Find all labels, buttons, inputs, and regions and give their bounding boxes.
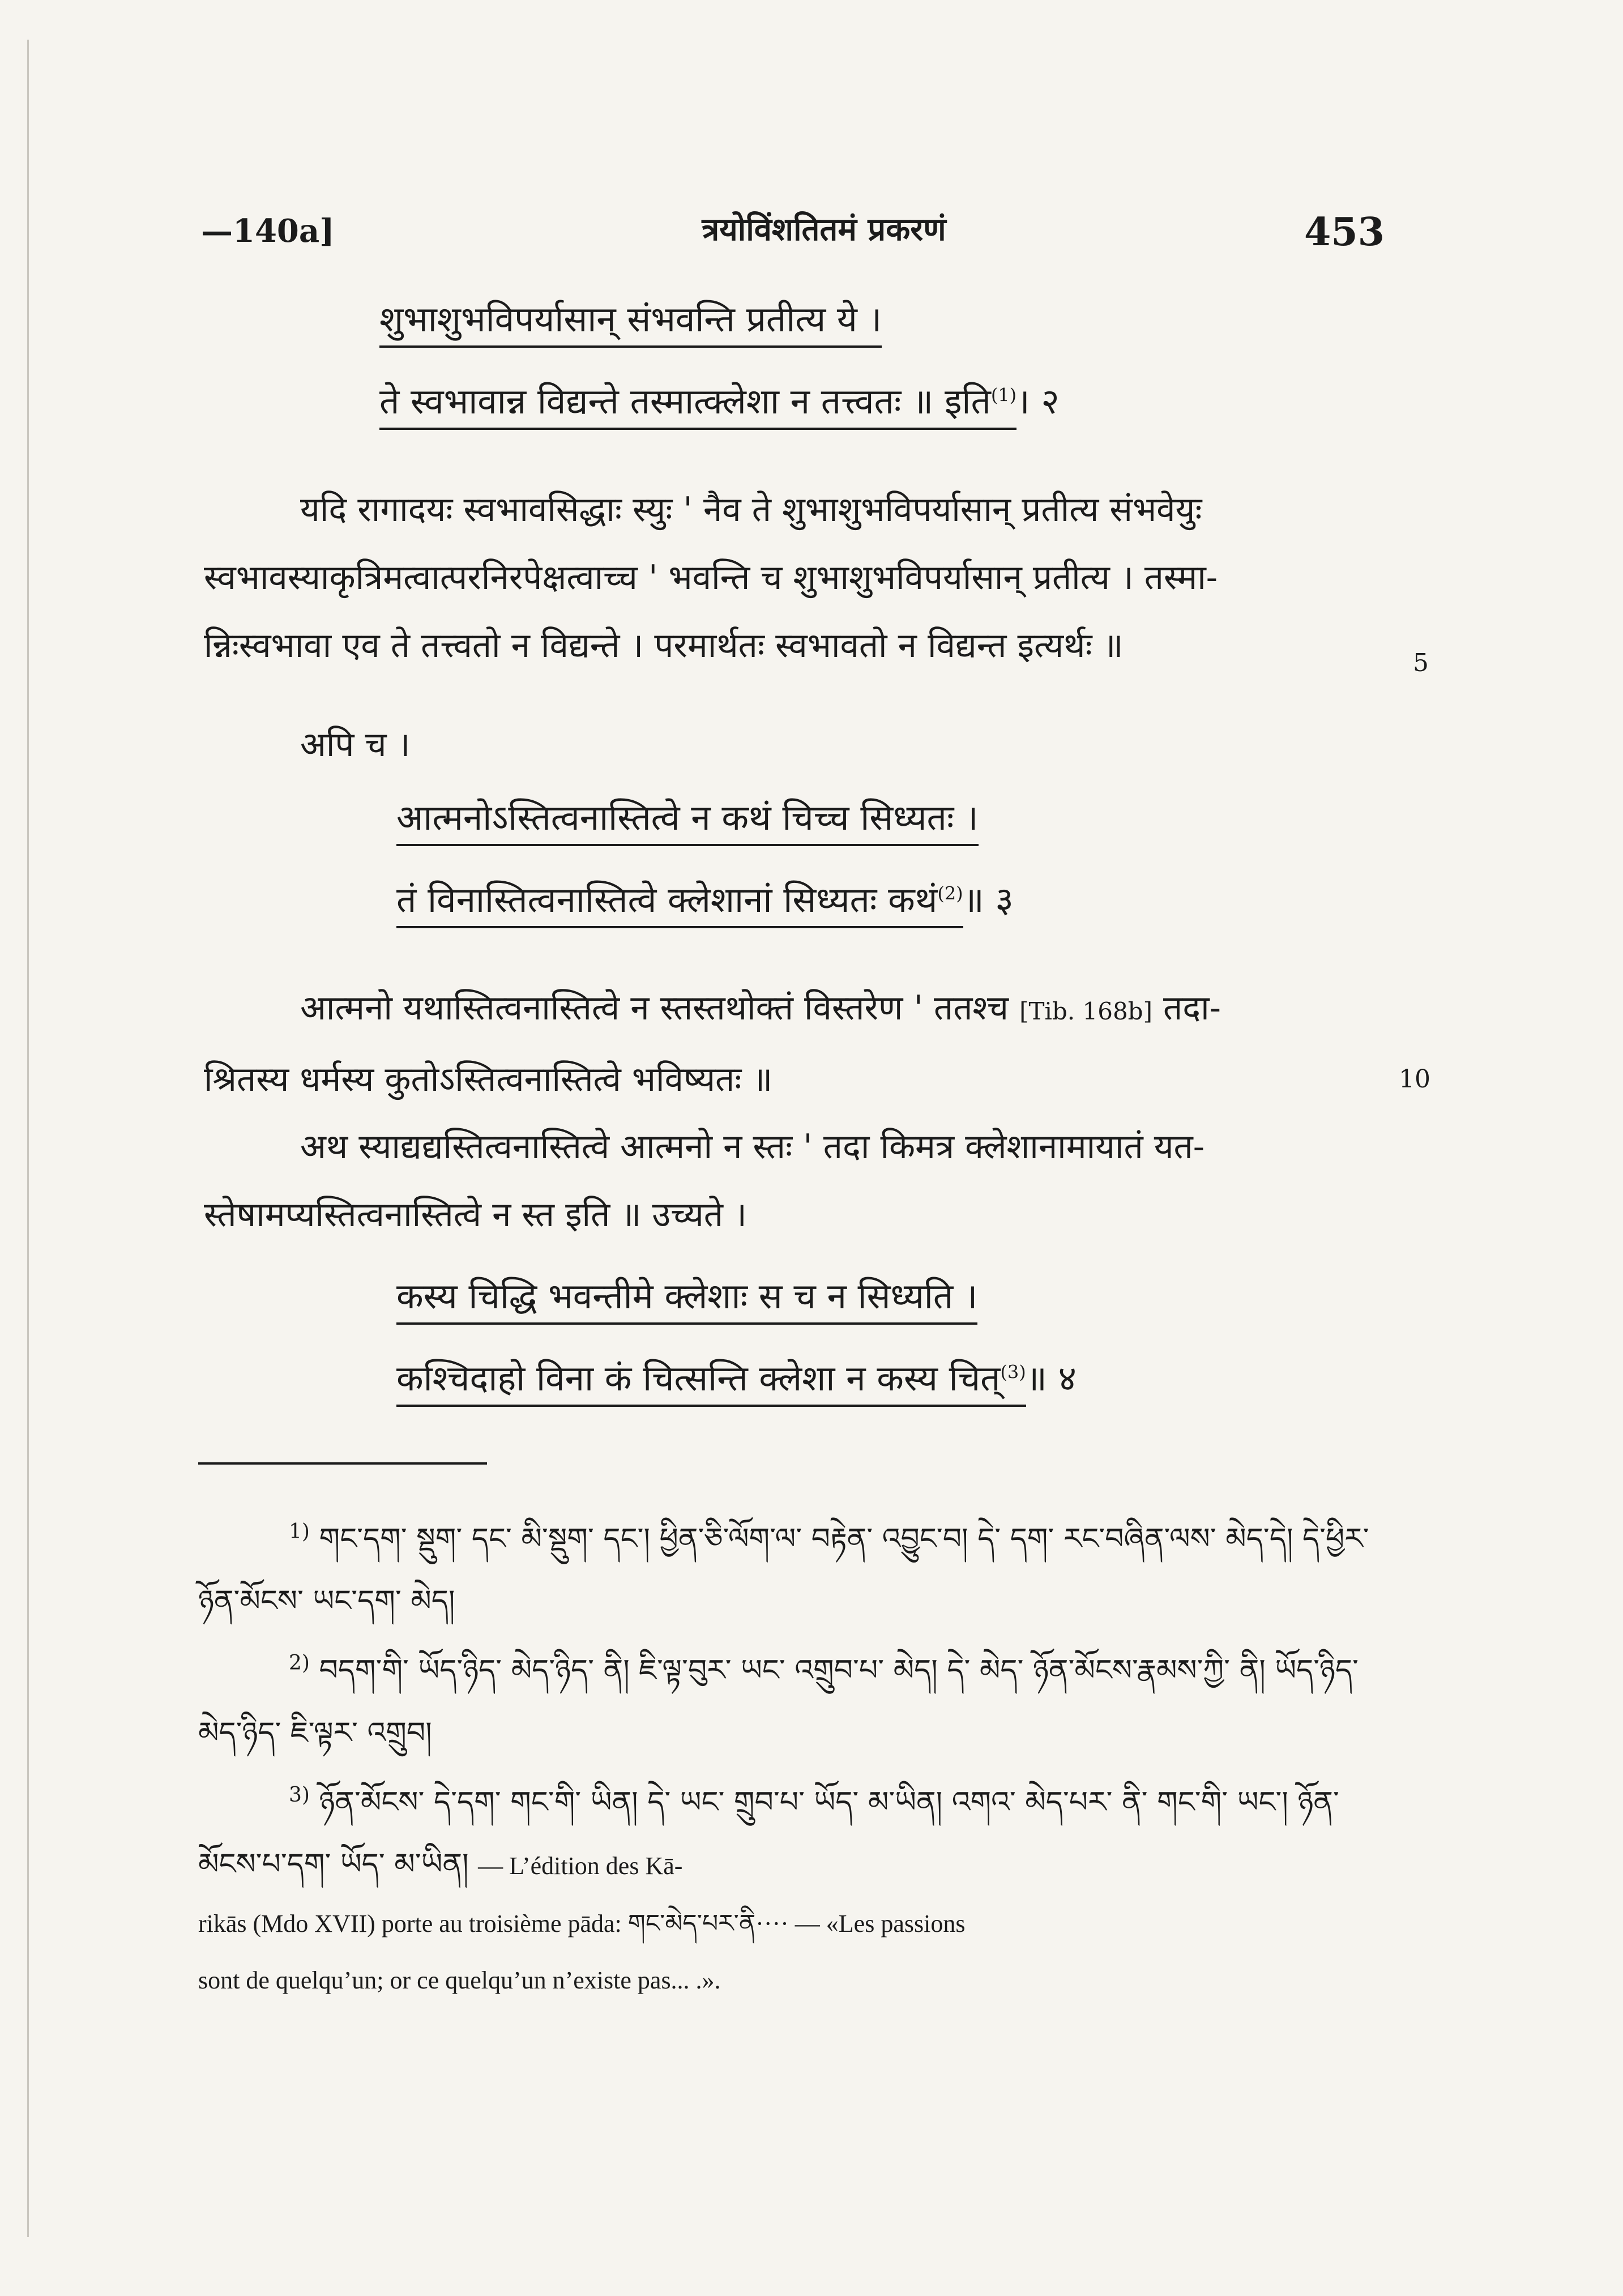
verse-2-line-1: शुभाशुभविपर्यासान् संभवन्ति प्रतीत्य ये । (379, 295, 882, 348)
folio-reference: —140a] (201, 212, 335, 250)
footnote-3-end: sont de quelqu’un; or ce quelqu’un n’existe pas... .». (198, 1966, 721, 1994)
verse-number: ॥ ३ (963, 879, 1014, 920)
chapter-title: त्रयोविंशतितमं प्रकरणं (702, 211, 946, 248)
line-number: 10 (1399, 1065, 1430, 1094)
line-number: 5 (1413, 648, 1429, 677)
verse-3-line-1: आत्मनोऽस्तित्वनास्तित्वे न कथं चिच्च सिध्यतः । (396, 793, 979, 846)
footnote-ref-3: (3) (1000, 1361, 1026, 1383)
page-edge (27, 40, 29, 2237)
commentary-paragraph-3: अथ स्याद्यद्यस्तित्वनास्तित्वे आत्मनो न स्तः ' तदा किमत्र क्लेशानामायातं यत- स्तेषामप्यस्तित्वनास्तित्वे न स्त इति ॥ उच्यते । (204, 1127, 1205, 1235)
footnote-3-continued: rikās (Mdo XVII) porte au troisième pāda: གང་མེད་པར་ནི···· — «Les passions (198, 1909, 966, 1937)
footnote-3: $^{3)}$ ཉོན་མོངས་ དེ་དག་ གང་གི་ ཡིན། དེ་ ཡང་ གྲུབ་པ་ ཡོད་ མ་ཡིན། འགའ་ མེད་པར་ ནི་ གང་གི་ ཡང་། ཉོན་མོངས་པ་དག་ ཡོད་ མ་ཡིན། — L’édition des Kā- (198, 1783, 1339, 1881)
footnote-divider (198, 1462, 487, 1465)
footnote-ref-1: (1) (990, 384, 1017, 406)
verse-number: ॥ ४ (1026, 1358, 1077, 1399)
running-header (201, 207, 1385, 258)
verse-4-line-2: कश्चिदाहो विना कं चित्सन्ति क्लेशा न कस्य चित्$^{(3)}$॥ ४ (396, 1354, 1077, 1407)
footnote-1: $^{1)}$ གང་དག་ སྡུག་ དང་ མི་སྡུག་ དང་། ཕྱིན་ཅི་ལོག་ལ་ བརྟེན་ འབྱུང་བ། དེ་ དག་ རང་བཞིན་ལས་ མེད་དེ། དེ་ཕྱིར་ ཉོན་མོངས་ ཡང་དག་ མེད། (198, 1520, 1369, 1619)
api-ca-line: अपि च । (300, 725, 411, 765)
verse-2-line-2: ते स्वभावान्न विद्यन्ते तस्मात्क्लेशा न तत्त्वतः ॥ इति$^{(1)}$। २ (379, 377, 1060, 430)
commentary-paragraph-2: आत्मनो यथास्तित्वनास्तित्वे न स्तस्तथोक्तं विस्तरेण ' ततश्च [Tib. 168b] तदा- श्रितस्य धर्मस्य कुतोऽस्तित्वनास्तित्वे भविष्यतः ॥ (204, 988, 1221, 1099)
verse-number: । २ (1016, 381, 1060, 422)
page-number: 453 (1304, 210, 1385, 255)
commentary-paragraph-1: यदि रागादयः स्वभावसिद्धाः स्युः ' नैव ते शुभाशुभविपर्यासान् प्रतीत्य संभवेयुः स्वभावस्याकृत्रिमत्वात्परनिरपेक्षत्वाच्च ' भवन्ति च शुभाशुभविपर्यासान् प्रतीत्य । तस्मा- न्निःस्वभावा एव ते तत्त्वतो न विद्यन्ते । परमार्थतः स्वभावतो न विद्यन्त इत्यर्थः ॥ (204, 490, 1218, 665)
footnote-ref-2: (2) (937, 882, 963, 904)
verse-4-line-1: कस्य चिद्धि भवन्तीमे क्लेशाः स च न सिध्यति । (396, 1271, 977, 1325)
verse-3-line-2: तं विनास्तित्वनास्तित्वे क्लेशानां सिध्यतः कथं$^{(2)}$॥ ३ (396, 875, 1014, 928)
footnote-2: $^{2)}$ བདག་གི་ ཡོད་ཉིད་ མེད་ཉིད་ ནི། ཇི་ལྟ་བུར་ ཡང་ འགྲུབ་པ་ མེད། དེ་ མེད་ ཉོན་མོངས་རྣམས་ཀྱི་ ནི། ཡོད་ཉིད་ མེད་ཉིད་ ཇི་ལྟར་ འགྲུབ། (198, 1651, 1359, 1750)
tibetan-folio-reference: [Tib. 168b] (1019, 997, 1152, 1025)
footnotes (198, 1501, 1399, 2009)
